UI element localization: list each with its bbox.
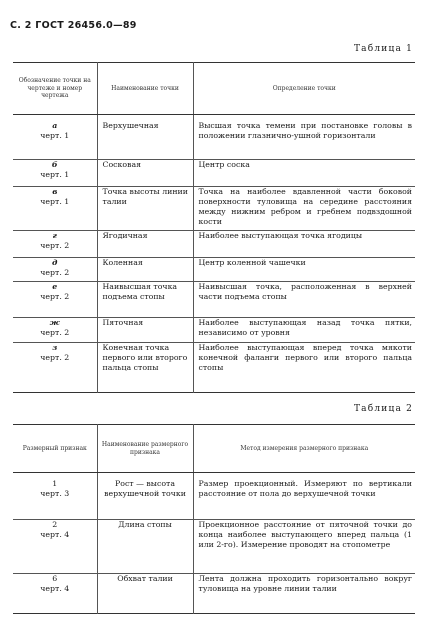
point-name: Сосковая <box>97 159 193 186</box>
point-definition: Центр соска <box>193 159 415 186</box>
drawing-ref: черт. 4 <box>40 583 70 593</box>
measure-number: 1 <box>52 479 58 488</box>
point-definition: Наиболее выступающая точка ягодицы <box>193 230 415 257</box>
point-letter: ж <box>49 317 60 327</box>
table-row <box>13 230 415 257</box>
table-row <box>13 281 415 317</box>
drawing-ref: черт. 1 <box>40 131 70 140</box>
table-row <box>13 317 415 342</box>
drawing-ref: черт. 2 <box>40 352 70 362</box>
measure-name: Рост — высота верхушечной точки <box>97 479 193 519</box>
measure-number: 2 <box>52 519 58 529</box>
point-letter: е <box>52 281 58 291</box>
drawing-ref: черт. 4 <box>40 529 70 539</box>
point-name: Наивысшая точка подъема стопы <box>97 281 193 317</box>
table2 <box>13 424 415 614</box>
point-name: Точка высоты линии талии <box>97 186 193 230</box>
point-definition: Наиболее выступающая назад точка пятки, независимо от уровня <box>193 317 415 342</box>
drawing-ref: черт. 2 <box>40 291 70 301</box>
table-row <box>13 159 415 186</box>
table-row <box>13 257 415 281</box>
drawing-ref: черт. 2 <box>40 267 70 277</box>
drawing-ref: черт. 2 <box>40 327 70 337</box>
point-letter: д <box>52 257 58 267</box>
table1 <box>13 62 415 393</box>
table-row <box>13 573 415 613</box>
point-letter: б <box>51 159 58 169</box>
table-row <box>13 186 415 230</box>
point-letter: з <box>52 342 58 352</box>
point-letter: а <box>52 121 58 130</box>
point-letter: в <box>52 186 58 196</box>
point-name: Коленная <box>97 257 193 281</box>
table1-header-row <box>13 63 415 115</box>
point-name: Пяточная <box>97 317 193 342</box>
measure-name: Длина стопы <box>97 519 193 573</box>
table-row <box>13 342 415 392</box>
measure-method: Размер проекционный. Измеряют по вертикали расстояние от пола до верхушечной точки <box>193 479 415 519</box>
point-definition: Точка на наиболее вдавленной части боковой поверхности туловища на середине расстояния между нижним ребром и гребнем подвздошной кости <box>193 186 415 230</box>
table1-caption: Таблица 1 <box>353 44 413 54</box>
table2-caption: Таблица 2 <box>353 404 413 414</box>
point-definition: Высшая точка темени при постановке головы в положении глазнично-ушной горизонтали <box>193 121 415 159</box>
point-definition: Наивысшая точка, расположенная в верхней части подъема стопы <box>193 281 415 317</box>
table-row <box>13 121 415 159</box>
table1-header-name: Наименование точки <box>97 63 193 115</box>
measure-method: Лента должна проходить горизонтально вокруг туловища на уровне линии талии <box>193 573 415 613</box>
table1-header-designation: Обозначение точки на чертеже и номер чертежа <box>13 63 97 115</box>
point-definition: Наиболее выступающая вперед точка мякоти конечной фаланги первого или второго пальца стопы <box>193 342 415 392</box>
table2-header-name: Наименование размерного признака <box>97 425 193 473</box>
table-row <box>13 519 415 573</box>
drawing-ref: черт. 3 <box>40 489 70 498</box>
page-header: С. 2 ГОСТ 26456.0—89 <box>10 20 137 31</box>
point-name: Ягодичная <box>97 230 193 257</box>
table2-header-row <box>13 425 415 473</box>
point-definition: Центр коленной чашечки <box>193 257 415 281</box>
table-row <box>13 479 415 519</box>
drawing-ref: черт. 1 <box>40 169 70 179</box>
table2-header-measure: Размерный признак <box>13 425 97 473</box>
drawing-ref: черт. 2 <box>40 240 70 250</box>
measure-name: Обхват талии <box>97 573 193 613</box>
table2-header-method: Метод измерения размерного признака <box>193 425 415 473</box>
measure-method: Проекционное расстояние от пяточной точки до конца наиболее выступающего вперед пальца (1 или 2-го). Измерение проводят на стопометре <box>193 519 415 573</box>
drawing-ref: черт. 1 <box>40 196 70 206</box>
table1-header-definition: Определение точки <box>193 63 415 115</box>
point-name: Конечная точка первого или второго пальца стопы <box>97 342 193 392</box>
measure-number: 6 <box>52 573 58 583</box>
point-letter: г <box>52 230 57 240</box>
point-name: Верхушечная <box>97 121 193 159</box>
